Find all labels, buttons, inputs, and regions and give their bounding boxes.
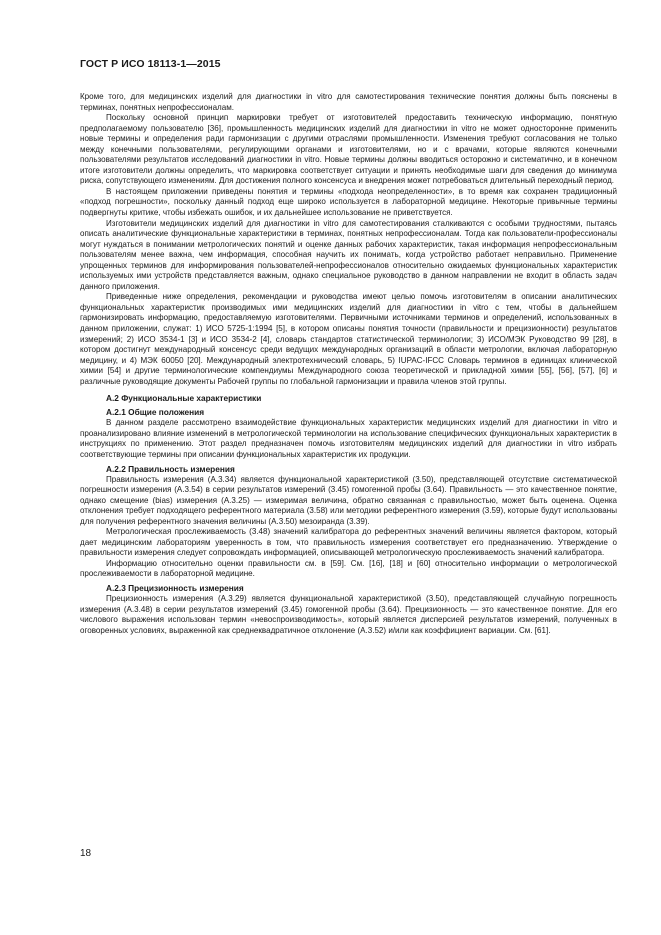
document-body xyxy=(80,92,617,636)
paragraph: В данном разделе рассмотрено взаимодействие функциональных характеристик медицинских изделий для диагностики in vitro и проанализировано влияние изменений в метрологической терминологии на использование специфических функциональных характеристик в инструкциях по применению. Этот раздел предназначен помочь изготовителям медицинских изделий для диагностики in vitro избрать соответствующие термины при описании функциональных характеристик их продукции. xyxy=(80,418,617,459)
section-heading-a23: А.2.3 Прецизионность измерения xyxy=(106,582,244,593)
section-heading-a22: А.2.2 Правильность измерения xyxy=(106,463,235,474)
paragraph: Правильность измерения (А.3.34) является функциональной характеристикой (3.50), представляющей отсутствие систематической погрешности измерения (А.3.54) в серии результатов измерений (3.45) гомогенной пробы (3.64). Правильность — это качественное понятие, однако смещение (bias) измерения (А.3.25) — измеримая величина, обратно связанная с правильностью, может быть оценена. Оценка отклонения требует подходящего референтного материала (3.58) или методики референтного измерения (3.59), которые будут использованы для получения референтного значения величины (А.3.50) мезоиранда (3.39). xyxy=(80,474,617,526)
paragraph: Метрологическая прослеживаемость (3.48) значений калибратора до референтных значений величины является фактором, который дает медицинским лабораториям уверенность в том, что правильность измерения соответствует его предназначению. Утверждение о правильности измерения следует сопровождать информацией, описывающей метрологическую прослеживаемость значений калибратора. xyxy=(80,527,617,558)
paragraph: Приведенные ниже определения, рекомендации и руководства имеют целью помочь изготовителям в описании аналитических функциональных характеристик производимых ими медицинских изделий для диагностики in vitro с тем, чтобы в дальнейшем гармонизировать информацию, предоставляемую изготовителями. Первичными источниками терминов и определений, использованных в данном приложении, служат: 1) ИСО 5725-1:1994 [5], в котором описаны понятия точности (правильности и прецизионности) результатов измерений; 2) ИСО 3534-1 [3] и ИСО 3534-2 [4], словарь стандартов статистической терминологии; 3) ИСО/МЭК Руководство 99 [28], в котором достигнут международный консенсус среди ведущих международных организаций в области метрологии, включая лабораторную медицину, и 4) МЭК 60050 [20]. Международный электротехнический словарь, 5) IUPAC-IFCC Словарь терминов в единицах клинической химии [54] и другие терминологические компендиумы Международного союза теоретической и прикладной химии [55], [56], [57], [6] и различные руководящие документы Рабочей группы по глобальной гармонизации и правила членов этой группы. xyxy=(80,292,617,386)
paragraph: Изготовители медицинских изделий для диагностики in vitro для самотестирования сталкиваются с особыми трудностями, пытаясь описать аналитические функциональные характеристики в терминах, понятных непрофессионалам. Тогда как пользователи-профессионалы могут нуждаться в понимании метрологических понятий и оценке данных рабочих характеристик, такая информация непрофессиональным пользователям менее важна, чем информация, способная научить их понимать, когда устройство работает неправильно. Применение упрощенных терминов для информирования пользователей-непрофессионалов относительно ожидаемых функциональных характеристик используемых ими устройств представляется важным, однако специальное руководство в данном направлении не входит в область задач данного приложения. xyxy=(80,218,617,291)
page-number: 18 xyxy=(80,848,92,859)
paragraph: В настоящем приложении приведены понятия и термины «подхода неопределенности», в то время как сохранен традиционный «подход погрешности», поскольку данный подход еще широко используется в лабораторной медицине. Некоторые привычные термины подвергнуты критике, чтобы избежать ошибок, и их дальнейшее использование не приветствуется. xyxy=(80,186,617,218)
paragraph: Прецизионность измерения (А.3.29) является функциональной характеристикой (3.50), представляющей случайную погрешность измерения (А.3.48) в серии результатов измерений (3.45) гомогенной пробы (3.64). Прецизионность — это качественное понятие. Для его числового выражения использован термин «невоспроизводимость», который является дисперсией результатов измерений, полученных в оговоренных условиях, выраженной как среднеквадратичное отклонение (А.3.52) и/или как коэффициент вариации. См. [61]. xyxy=(80,593,617,635)
standard-code-header: ГОСТ Р ИСО 18113-1—2015 xyxy=(80,58,221,70)
paragraph: Информацию относительно оценки правильности см. в [59]. См. [16], [18] и [60] относительно информации о метрологической прослеживаемости в лабораторной медицине. xyxy=(80,558,617,579)
paragraph: Поскольку основной принцип маркировки требует от изготовителей предоставить техническую информацию, понятную предполагаемому пользователю [36], промышленность медицинских изделий для диагностики in vitro не может односторонне применить новые термины и определения ради гармонизации с другими отраслями промышленности. Изменения требуют согласования не только между конечными пользователями, регулирующими органами и изготовителями, но и с врачами, которые являются конечными пользователями результатов исследований диагностики in vitro. Новые термины должны вводиться осторожно и систематично, и в конечном итоге изготовители должны определить, что маркировка соответствует ситуации и принять необходимые шаги для сведения до минимума риска, сопутствующего изменениям. Для достижения полного консенсуса и внедрения может потребоваться длительный переходный период. xyxy=(80,113,617,186)
section-heading-a2: А.2 Функциональные характеристики xyxy=(106,393,262,404)
section-heading-a21: А.2.1 Общие положения xyxy=(106,407,205,418)
paragraph: Кроме того, для медицинских изделий для диагностики in vitro для самотестирования технические понятия должны быть пояснены в терминах, понятных непрофессионалам. xyxy=(80,92,617,112)
